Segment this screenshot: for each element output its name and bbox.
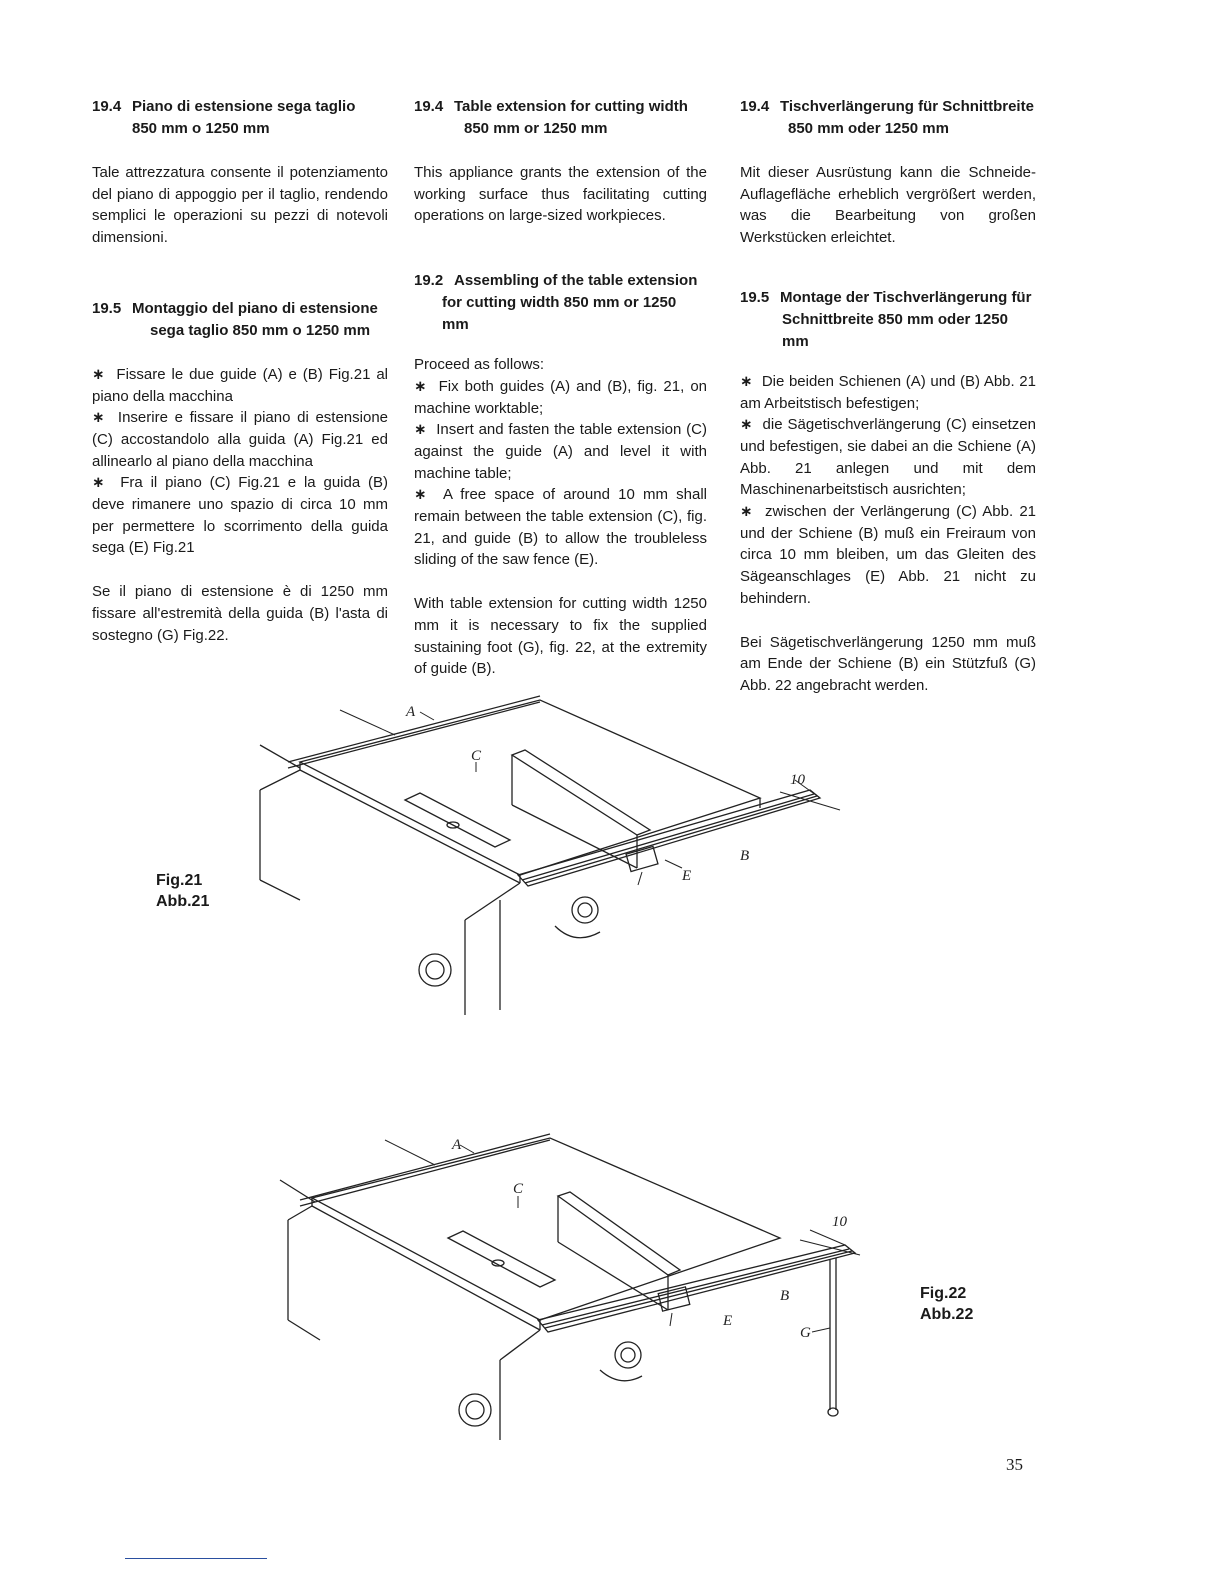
fig21-callout-b: B xyxy=(740,848,750,864)
bullet-3-en: ∗ A free space of around 10 mm shall remain between the table extension (C), fig. 21, and guide (B) to allow the troubleless sliding of the saw fence (E). xyxy=(414,484,707,571)
section-19-4-heading-de: 19.4 Tischverlängerung für Schnittbreite 850 mm oder 1250 mm xyxy=(740,98,1034,137)
section-19-4-body-it: Tale attrezzatura consente il potenziamento del piano di appoggio per il taglio, rendendo semplici le operazioni su pezzi di notevoli dimensioni. xyxy=(92,164,388,247)
fig22-machine-body xyxy=(288,1206,642,1440)
closing-paragraph-it: Se il piano di estensione è di 1250 mm fissare all'estremità della guida (B) l'asta di sostegno (G) Fig.22. xyxy=(92,583,388,644)
fig22-sustaining-foot-g xyxy=(828,1258,838,1416)
fig21-callout-a: A xyxy=(406,704,416,720)
bullet-2-de: ∗ die Sägetischverlängerung (C) einsetzen und befestigen, sie dabei an die Schiene (A) Abb. 21 anlegen und mit dem Maschinenarbeitstisch ausrichten; xyxy=(740,414,1036,501)
section-19-2-heading-en: 19.2 Assembling of the table extension for cutting width 850 mm or 1250 mm xyxy=(414,272,698,334)
bullet-3-it: ∗ Fra il piano (C) Fig.21 e la guida (B) deve rimanere uno spazio di circa 10 mm per permettere lo scorrimento della guida sega (E) Fig.21 xyxy=(92,472,388,559)
fig22-callout-b: B xyxy=(780,1288,790,1304)
bullet-1-en: ∗ Fix both guides (A) and (B), fig. 21, on machine worktable; xyxy=(414,376,707,419)
fig21-table-top xyxy=(300,700,760,883)
fig22-callout-dim: 10 xyxy=(832,1214,847,1230)
fig21-table-saw-drawing xyxy=(220,690,860,1020)
bullet-3-de: ∗ zwischen der Verlängerung (C) Abb. 21 und der Schiene (B) muß ein Freiraum von circa 10 mm bleiben, um das Gleiten des Sägeanschlages (E) Abb. 21 nicht zu behindern. xyxy=(740,501,1036,610)
fig21-callout-e: E xyxy=(682,868,692,884)
footer-rule xyxy=(125,1558,267,1559)
fig22-table-saw-drawing xyxy=(260,1120,900,1450)
fig22-callout-a: A xyxy=(452,1137,462,1153)
column-english xyxy=(414,96,707,680)
section-19-5-heading-it: 19.5 Montaggio del piano di estensione sega taglio 850 mm o 1250 mm xyxy=(92,299,378,339)
closing-paragraph-en: With table extension for cutting width 1250 mm it is necessary to fix the supplied sustaining foot (G), fig. 22, at the extremity of guide (B). xyxy=(414,595,707,678)
section-19-4-body-de: Mit dieser Ausrüstung kann die Schneide-Auflagefläche erheblich vergrößert werden, was die Bearbeitung von großen Werkstücken erleichtet. xyxy=(740,164,1036,247)
closing-paragraph-de: Bei Sägetischverlängerung 1250 mm muß am Ende der Schiene (B) ein Stützfuß (G) Abb. 22 angebracht werden. xyxy=(740,633,1036,694)
intro-en: Proceed as follows: xyxy=(414,356,545,374)
bullet-1-de: ∗ Die beiden Schienen (A) und (B) Abb. 21 am Arbeitstisch befestigen; xyxy=(740,371,1036,414)
bullet-2-it: ∗ Inserire e fissare il piano di estensione (C) accostandolo alla guida (A) Fig.21 ed allinearlo al piano della macchina xyxy=(92,407,388,472)
fig22-table-top xyxy=(312,1138,780,1330)
fig22-rail-b xyxy=(538,1245,855,1332)
section-19-4-heading-it: 19.4 Piano di estensione sega taglio 850 mm o 1250 mm xyxy=(92,98,356,137)
bullet-1-it: ∗ Fissare le due guide (A) e (B) Fig.21 al piano della macchina xyxy=(92,364,388,407)
fig21-label: Fig.21 Abb.21 xyxy=(156,872,210,910)
page-number: 35 xyxy=(1006,1455,1023,1474)
section-19-5-heading-de: 19.5 Montage der Tischverlängerung für Schnittbreite 850 mm oder 1250 mm xyxy=(740,288,1032,350)
column-italian xyxy=(92,96,388,646)
fig21-callout-dim: 10 xyxy=(790,772,805,788)
fig21-rail-b xyxy=(518,790,820,886)
column-german xyxy=(740,96,1036,697)
fig22-callout-c: C xyxy=(513,1181,524,1197)
bullet-2-en: ∗ Insert and fasten the table extension (C) against the guide (A) and level it with machine table; xyxy=(414,419,707,484)
fig21-rail-a xyxy=(260,696,540,768)
section-19-4-body-en: This appliance grants the extension of the working surface thus facilitating cutting operations on large-sized workpieces. xyxy=(414,164,707,225)
fig22-callout-e: E xyxy=(723,1313,733,1329)
fig21-callout-c: C xyxy=(471,748,482,764)
section-19-4-heading-en: 19.4 Table extension for cutting width 850 mm or 1250 mm xyxy=(414,98,688,137)
fig21-machine-body xyxy=(260,770,600,1015)
fig21-callouts xyxy=(340,710,840,885)
fig22-label: Fig.22 Abb.22 xyxy=(920,1285,974,1323)
fig22-callout-g: G xyxy=(800,1325,811,1341)
